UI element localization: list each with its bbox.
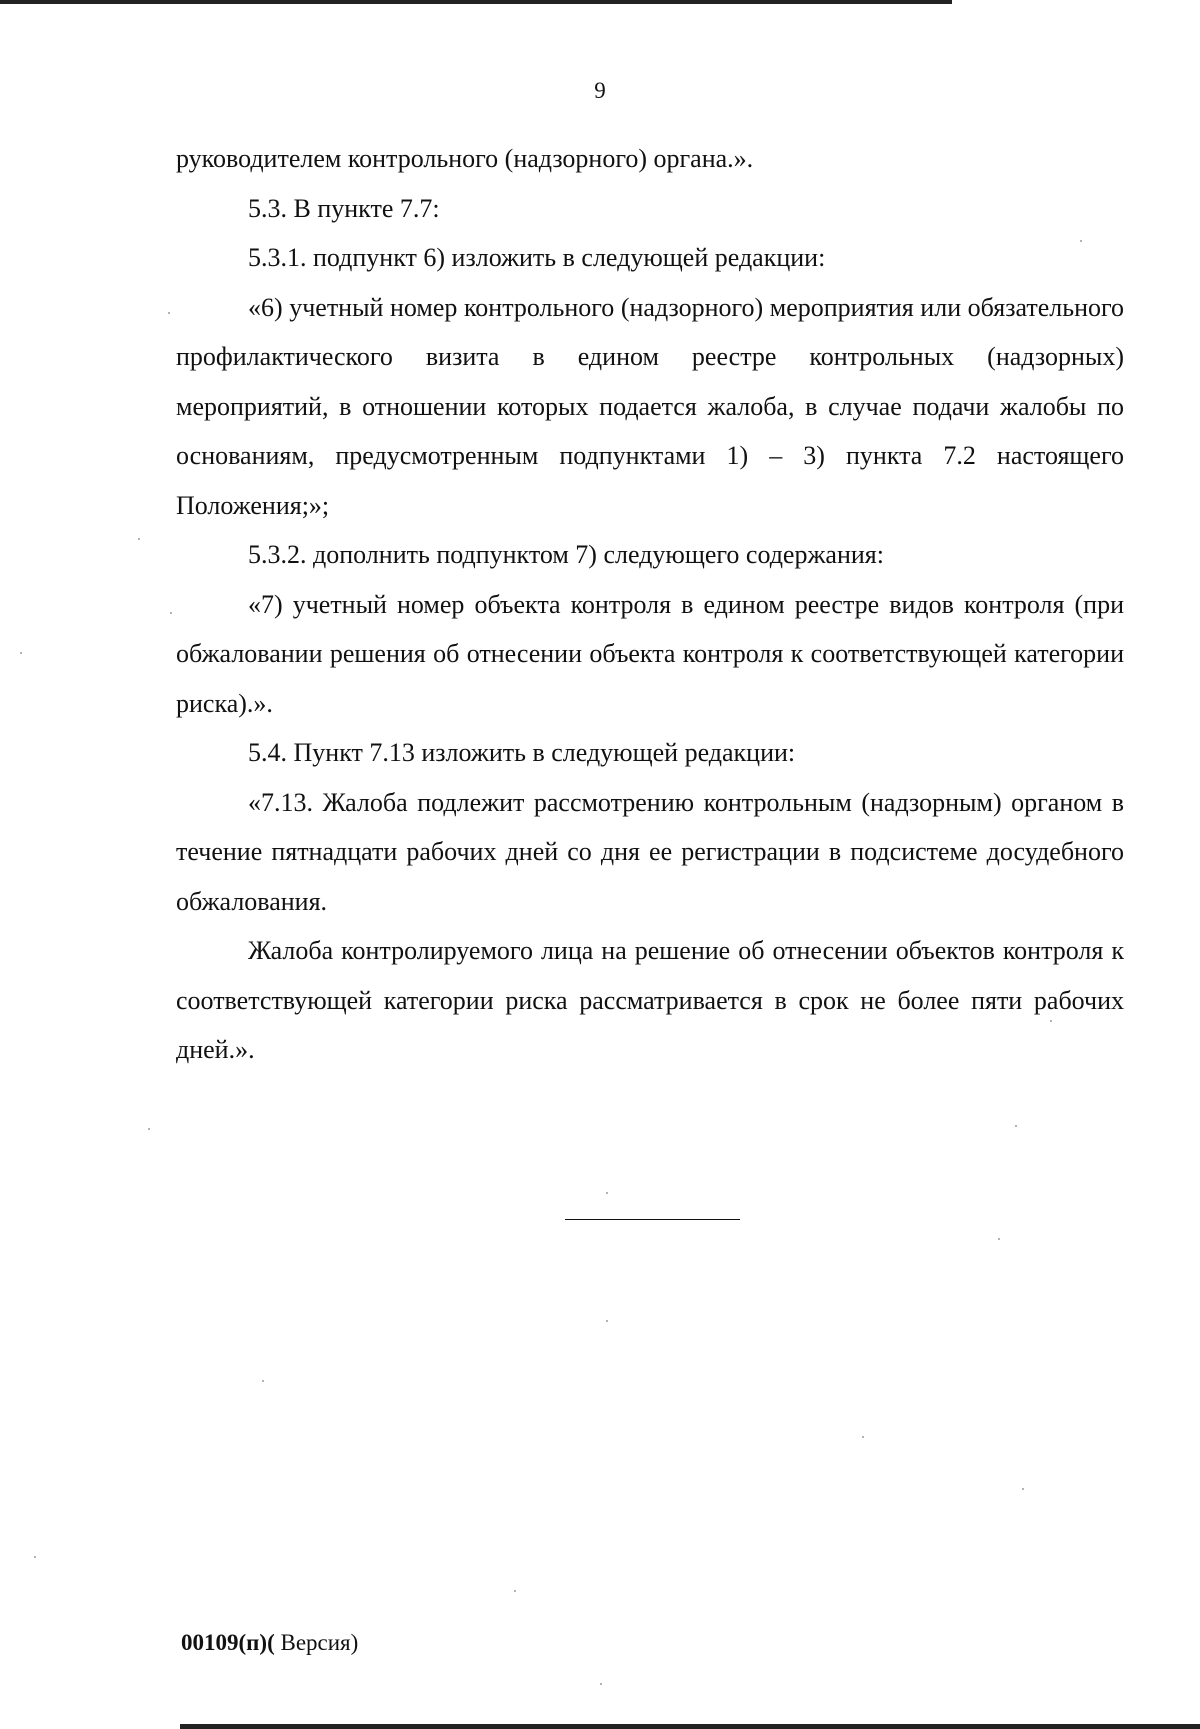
scan-speck [606,1320,608,1322]
scan-speck [1015,1125,1017,1127]
footer-version-label: Версия) [274,1630,359,1655]
scan-edge-top [0,0,952,4]
scan-speck [262,1380,264,1382]
scan-speck [514,1590,516,1592]
scan-speck [600,1683,602,1685]
paragraph-complaint-terms: Жалоба контролируемого лица на решение об отнесении объектов контроля к соответствующей категории риска рассматривается в срок не более пяти рабочих дней.». [176,936,1124,1064]
paragraph-5-3: 5.3. В пункте 7.7: [248,193,440,223]
document-body [176,134,1124,1075]
scan-speck [170,612,172,614]
scan-speck [34,1556,36,1558]
document-footer-code [181,1630,358,1656]
footer-code-number: 00109(п)( [181,1630,275,1655]
scan-speck [606,1192,608,1194]
scan-edge-bottom [180,1724,1200,1729]
scan-speck [1022,1488,1024,1490]
scan-speck [1080,240,1082,242]
paragraph-5-3-2: 5.3.2. дополнить подпунктом 7) следующего содержания: [248,540,884,569]
scan-speck [138,538,140,540]
paragraph-5-4: 5.4. Пункт 7.13 изложить в следующей редакции: [248,738,796,767]
scan-speck [998,1238,1000,1240]
page-number: 9 [594,78,606,103]
scan-speck [20,652,22,654]
paragraph-quote-7: «7) учетный номер объекта контроля в едином реестре видов контроля (при обжаловании решения об отнесении объекта контроля к соответствующей категории риска).». [176,589,1124,718]
end-of-text-rule [565,1219,740,1220]
paragraph-quote-7-13: «7.13. Жалоба подлежит рассмотрению контрольным (надзорным) органом в течение пятнадцати рабочих дней со дня ее регистрации в подсистеме досудебного обжалования. [176,787,1124,916]
scan-speck [168,312,170,314]
scan-speck [862,1436,864,1438]
paragraph-continuation: руководителем контрольного (надзорного) органа.». [176,144,754,173]
scan-speck [148,1128,150,1130]
paragraph-quote-6: «6) учетный номер контрольного (надзорного) мероприятия или обязательного профилактического визита в едином реестре контрольных (надзорных) мероприятий, в отношении которых подается жалоба, в случае подачи жалобы по основаниям, предусмотренным подпунктами 1) – 3) пункта 7.2 настоящего Положения;»; [176,292,1124,520]
scan-speck [1050,1020,1052,1022]
paragraph-5-3-1: 5.3.1. подпункт 6) изложить в следующей редакции: [248,243,826,272]
